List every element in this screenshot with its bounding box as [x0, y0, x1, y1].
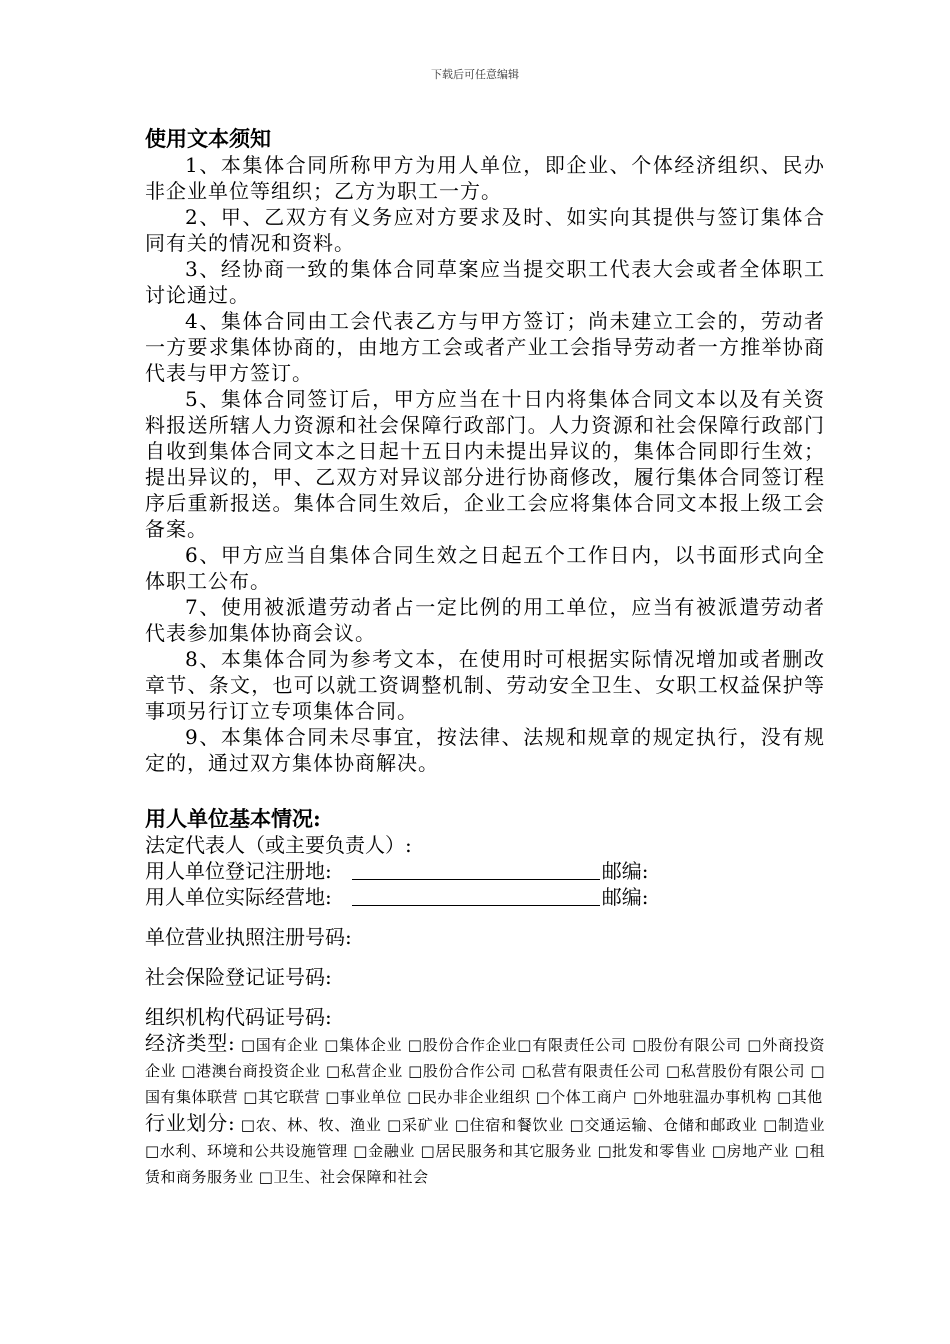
- industry-label: 行业划分:: [145, 1111, 236, 1135]
- industry-block: [145, 1110, 825, 1190]
- legal-rep-label: 法定代表人（或主要负责人）:: [145, 833, 412, 857]
- employer-section-title: 用人单位基本情况:: [145, 806, 321, 831]
- notice-item-3: 3、经协商一致的集体合同草案应当提交职工代表大会或者全体职工讨论通过。: [145, 257, 825, 307]
- notice-item-1: 1、本集体合同所称甲方为用人单位，即企业、个体经济组织、民办非企业单位等组织；乙方为职工一方。: [145, 153, 825, 203]
- notice-item-4: 4、集体合同由工会代表乙方与甲方签订；尚未建立工会的，劳动者一方要求集体协商的，由地方工会或者产业工会指导劳动者一方推举协商代表与甲方签订。: [145, 309, 825, 385]
- op-postcode-label: 邮编:: [601, 885, 649, 909]
- notice-item-7: 7、使用被派遣劳动者占一定比例的用工单位，应当有被派遣劳动者代表参加集体协商会议。: [145, 595, 825, 645]
- reg-postcode-label: 邮编:: [601, 859, 649, 883]
- notice-item-5: 5、集体合同签订后，甲方应当在十日内将集体合同文本以及有关资料报送所辖人力资源和社会保障行政部门。人力资源和社会保障行政部门自收到集体合同文本之日起十五日内未提出异议的，集体合同即行生效；提出异议的，甲、乙双方对异议部分进行协商修改，履行集体合同签订程序后重新报送。集体合同生效后，企业工会应将集体合同文本报上级工会备案。: [145, 387, 825, 541]
- op-address-label: 用人单位实际经营地:: [145, 885, 332, 909]
- social-security-no-label: 社会保险登记证号码:: [145, 965, 332, 989]
- document-body: [145, 126, 825, 1190]
- op-address-field[interactable]: [352, 887, 600, 906]
- page-header: 下载后可任意编辑: [431, 68, 519, 81]
- reg-address-row: [145, 858, 825, 884]
- economic-type-block: [145, 1030, 825, 1110]
- economic-type-label: 经济类型:: [145, 1031, 236, 1055]
- op-address-row: [145, 884, 825, 910]
- reg-address-label: 用人单位登记注册地:: [145, 859, 332, 883]
- notice-title: 使用文本须知: [145, 126, 271, 151]
- notice-item-6: 6、甲方应当自集体合同生效之日起五个工作日内，以书面形式向全体职工公布。: [145, 543, 825, 593]
- org-code-label: 组织机构代码证号码:: [145, 1005, 332, 1029]
- notice-item-2: 2、甲、乙双方有义务应对方要求及时、如实向其提供与签订集体合同有关的情况和资料。: [145, 205, 825, 255]
- reg-address-field[interactable]: [352, 861, 600, 880]
- industry-options[interactable]: □农、林、牧、渔业 □采矿业 □住宿和餐饮业 □交通运输、仓储和邮政业 □制造业 □水利、环境和公共设施管理 □金融业 □居民服务和其它服务业 □批发和零售业 □房地产业 □租赁和商务服务业 □卫生、社会保障和社会: [145, 1116, 825, 1186]
- notice-item-8: 8、本集体合同为参考文本，在使用时可根据实际情况增加或者删改章节、条文，也可以就工资调整机制、劳动安全卫生、女职工权益保护等事项另行订立专项集体合同。: [145, 647, 825, 723]
- license-no-label: 单位营业执照注册号码:: [145, 925, 352, 949]
- notice-item-9: 9、本集体合同未尽事宜，按法律、法规和规章的规定执行，没有规定的，通过双方集体协商解决。: [145, 725, 825, 775]
- economic-type-options[interactable]: □国有企业 □集体企业 □股份合作企业□有限责任公司 □股份有限公司 □外商投资企业 □港澳台商投资企业 □私营企业 □股份合作公司 □私营有限责任公司 □私营股份有限公司 □国有集体联营 □其它联营 □事业单位 □民办非企业组织 □个体工商户 □外地驻温办事机构 □其他: [145, 1036, 825, 1106]
